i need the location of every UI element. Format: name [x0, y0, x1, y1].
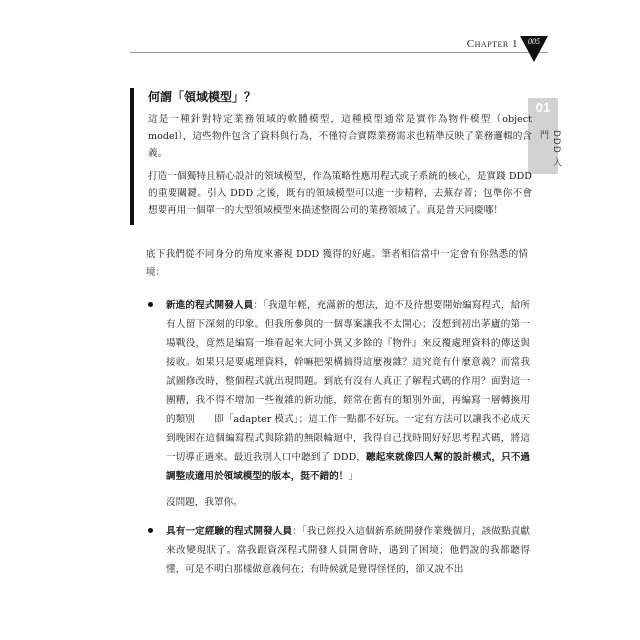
bullet-paragraph	[166, 522, 530, 579]
definition-sidebar	[130, 88, 532, 225]
sidebar-paragraph-2: 打造一個獨特且精心設計的領域模型，作為策略性應用程式或子系統的核心，是實踐 DDD 的重要關鍵。引入 DDD 之後，既有的領域模型可以進一步精粹，去蕪存菁；包準你不會想要再用一個單一的大型領域模型來描述整間公司的業務領域了。真是普天同慶哪！	[148, 171, 532, 216]
intro-paragraph: 底下我們從不同身分的角度來審視 DDD 獲得的好處。筆者相信當中一定會有你熟悉的情境：	[146, 249, 528, 278]
chapter-side-tab	[528, 98, 561, 174]
bullet-paragraph	[166, 296, 530, 486]
chapter-label: Chapter 1	[466, 38, 518, 50]
bullet-icon	[148, 528, 153, 533]
bullet-reply: 沒問題，我罩你。	[166, 497, 243, 508]
chapter-side-number: 01	[535, 100, 551, 115]
bullet-label: 具有一定經驗的程式開發人員	[166, 526, 293, 537]
bullet-closing: 」	[348, 471, 358, 482]
bullet-emphasis: 聽起來就像四人幫的設計模式，只不過調整成適用於領域模型的版本，挺不錯的！	[166, 452, 531, 482]
bullet-icon	[148, 302, 153, 307]
page-number: 005	[528, 37, 540, 46]
role-list	[146, 296, 530, 585]
bullet-body: ：「我已經投入這個新系統開發作業幾個月，該做點貢獻來改變現狀了。當我跟資深程式開發人員開會時，遇到了困境；他們說的我都聽得懂，可是不明白那樣做意義何在；有時候就是覺得怪怪的，卻又說不出	[166, 526, 531, 575]
sidebar-paragraph-1: 這是一種針對特定業務領域的軟體模型，這種模型通常是實作為物件模型（object model），這些物件包含了資料與行為，不僅符合實際業務需求也精準反映了業務邏輯的含義。	[148, 114, 532, 159]
chapter-side-title: DDD 入門	[538, 130, 561, 168]
list-item	[146, 522, 530, 579]
running-header-chapter	[467, 38, 518, 50]
bullet-body: ：「我還年輕，充滿新的想法，迫不及待想要開始編寫程式，給所有人留下深刻的印象。但我所參與的一個專案讓我不太開心；沒想到初出茅廬的第一場戰役，竟然是編寫一堆看起來大同小異又多餘的『物件』來反覆處理資料的傳送與接收。如果只是要處理資料，幹嘛把架構搞得這麼複雜？這究竟有什麼意義？而當我試圖修改時，整個程式就出現問題。到底有沒有人真正了解程式碼的作用？面對這一團糟，我不得不增加一些複雜的新功能，經常在舊有的類別外面，再編寫一層轉換用的類別 即「adapter 模式」；這工作一點都不好玩。一定有方法可以讓我不必成天到晚困在這個編寫程式與除錯的無限輪迴中，我得自己找時間好好思考程式碼，將這一切導正過來。最近我別人口中聽到了 DDD，	[166, 300, 530, 463]
sidebar-heading: 何謂「領域模型」？	[148, 90, 257, 104]
bullet-label: 新進的程式開發人員	[166, 300, 254, 311]
list-item	[146, 296, 530, 512]
header-rule	[130, 52, 548, 53]
